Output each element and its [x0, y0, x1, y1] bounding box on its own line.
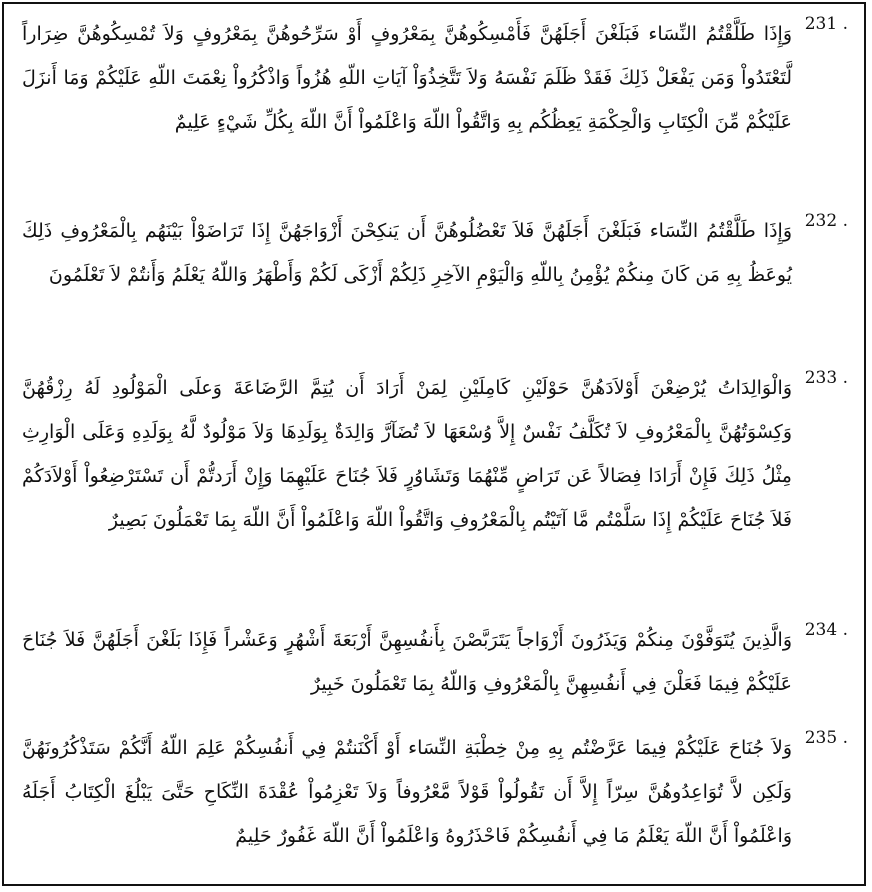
verse-number: 232 . — [804, 211, 848, 231]
verse-text: وَالَّذِينَ يُتَوَفَّوْنَ مِنكُمْ وَيَذَرُونَ أَزْوَاجاً يَتَرَبَّصْنَ بِأَنفُسِهِنَّ أَرْبَعَةَ أَشْهُرٍ وَعَشْراً فَإِذَا بَلَغْنَ أَجَلَهُنَّ فَلاَ جُنَاحَ عَلَيْكُمْ فِيمَا فَعَلْنَ فِي أَنفُسِهِنَّ بِالْمَعْرُوفِ وَاللّهُ بِمَا تَعْمَلُونَ خَبِيرٌ — [22, 629, 792, 695]
document-frame — [2, 2, 866, 886]
verse-number: 234 . — [804, 620, 848, 640]
verse-number: 231 . — [804, 14, 848, 34]
verse-number: 233 . — [804, 368, 848, 388]
verse-text: وَإِذَا طَلَّقْتُمُ النِّسَاء فَبَلَغْنَ أَجَلَهُنَّ فَلاَ تَعْضُلُوهُنَّ أَن يَنكِحْنَ أَزْوَاجَهُنَّ إِذَا تَرَاضَوْاْ بَيْنَهُم بِالْمَعْرُوفِ ذَلِكَ يُوعَظُ بِهِ مَن كَانَ مِنكُمْ يُؤْمِنُ بِاللّهِ وَالْيَوْمِ الآخِرِ ذَلِكُمْ أَزْكَى لَكُمْ وَأَطْهَرُ وَاللّهُ يَعْلَمُ وَأَنتُمْ لاَ تَعْلَمُونَ — [22, 220, 792, 286]
verse-text: وَلاَ جُنَاحَ عَلَيْكُمْ فِيمَا عَرَّضْتُم بِهِ مِنْ خِطْبَةِ النِّسَاء أَوْ أَكْنَنتُمْ فِي أَنفُسِكُمْ عَلِمَ اللّهُ أَنَّكُمْ سَتَذْكُرُونَهُنَّ وَلَكِن لاَّ تُوَاعِدُوهُنَّ سِرّاً إِلاَّ أَن تَقُولُواْ قَوْلاً مَّعْرُوفاً وَلاَ تَعْزِمُواْ عُقْدَةَ النِّكَاحِ حَتَّىَ يَبْلُغَ الْكِتَابُ أَجَلَهُ وَاعْلَمُواْ أَنَّ اللّهَ يَعْلَمُ مَا فِي أَنفُسِكُمْ فَاحْذَرُوهُ وَاعْلَمُواْ أَنَّ اللّهَ غَفُورٌ حَلِيمٌ — [22, 737, 792, 847]
verse-number: 235 . — [804, 728, 848, 748]
verse-text: وَالْوَالِدَاتُ يُرْضِعْنَ أَوْلاَدَهُنَّ حَوْلَيْنِ كَامِلَيْنِ لِمَنْ أَرَادَ أَن يُتِمَّ الرَّضَاعَةَ وَعلَى الْمَوْلُودِ لَهُ رِزْقُهُنَّ وَكِسْوَتُهُنَّ بِالْمَعْرُوفِ لاَ تُكَلَّفُ نَفْسٌ إِلاَّ وُسْعَهَا لاَ تُضَآرَّ وَالِدَةٌ بِوَلَدِهَا وَلاَ مَوْلُودٌ لَّهُ بِوَلَدِهِ وَعَلَى الْوَارِثِ مِثْلُ ذَلِكَ فَإِنْ أَرَادَا فِصَالاً عَن تَرَاضٍ مِّنْهُمَا وَتَشَاوُرٍ فَلاَ جُنَاحَ عَلَيْهِمَا وَإِنْ أَرَدتُّمْ أَن تَسْتَرْضِعُواْ أَوْلاَدَكُمْ فَلاَ جُنَاحَ عَلَيْكُمْ إِذَا سَلَّمْتُم مَّا آتَيْتُم بِالْمَعْرُوفِ وَاتَّقُواْ اللّهَ وَاعْلَمُواْ أَنَّ اللّهَ بِمَا تَعْمَلُونَ بَصِيرٌ — [22, 377, 792, 531]
verse-235 — [18, 726, 850, 858]
verse-text: وَإِذَا طَلَّقْتُمُ النِّسَاء فَبَلَغْنَ أَجَلَهُنَّ فَأَمْسِكُوهُنَّ بِمَعْرُوفٍ أَوْ سَرِّحُوهُنَّ بِمَعْرُوفٍ وَلاَ تُمْسِكُوهُنَّ ضِرَاراً لَّتَعْتَدُواْ وَمَن يَفْعَلْ ذَلِكَ فَقَدْ ظَلَمَ نَفْسَهُ وَلاَ تَتَّخِذُوَاْ آيَاتِ اللّهِ هُزُواً وَاذْكُرُواْ نِعْمَتَ اللّهِ عَلَيْكُمْ وَمَا أَنزَلَ عَلَيْكُمْ مِّنَ الْكِتَابِ وَالْحِكْمَةِ يَعِظُكُم بِهِ وَاتَّقُواْ اللّهَ وَاعْلَمُواْ أَنَّ اللّهَ بِكُلِّ شَيْءٍ عَلِيمٌ — [22, 23, 792, 133]
verse-231 — [18, 12, 850, 144]
verse-232 — [18, 209, 850, 297]
verse-233 — [18, 366, 850, 542]
verse-234 — [18, 618, 850, 706]
